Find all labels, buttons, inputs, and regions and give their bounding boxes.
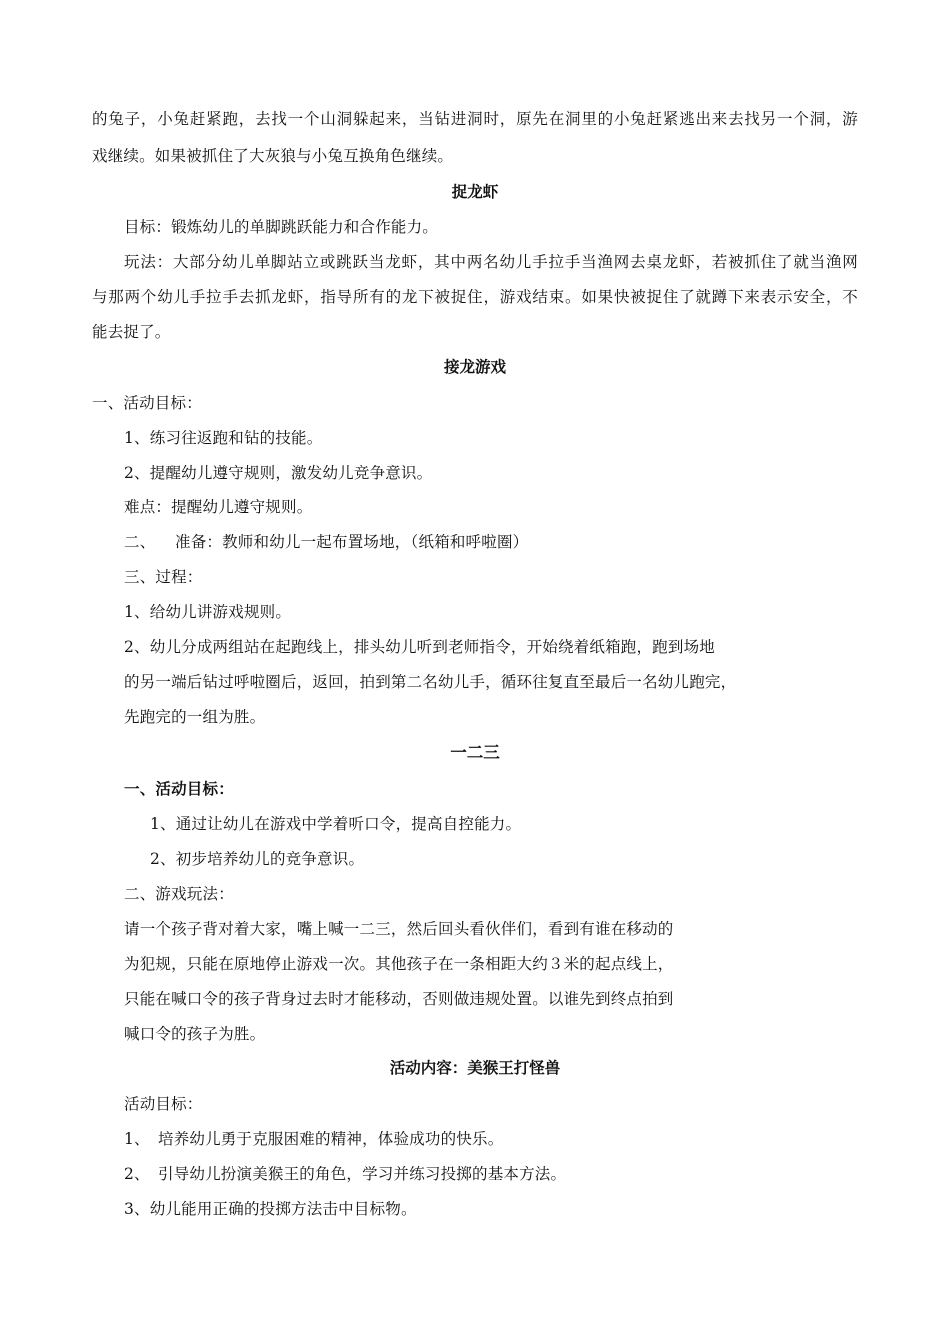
list-item: 1、给幼儿讲游戏规则。 xyxy=(124,603,292,621)
paragraph-line: 玩法：大部分幼儿单脚站立或跳跃当龙虾，其中两名幼儿手拉手当渔网去桌龙虾，若被抓住了就当渔网 xyxy=(124,253,858,271)
goal-text: 目标：锻炼幼儿的单脚跳跃能力和合作能力。 xyxy=(124,218,439,236)
list-item: 引导幼儿扮演美猴王的角色，学习并练习投掷的基本方法。 xyxy=(158,1165,567,1183)
section-title-onetwothree: 一二三 xyxy=(450,743,500,762)
paragraph-line: 戏继续。如果被抓住了大灰狼与小兔互换角色继续。 xyxy=(92,147,454,165)
paragraph-line: 喊口令的孩子为胜。 xyxy=(124,1025,266,1043)
list-item-number: 2、 xyxy=(124,1165,150,1183)
paragraph-line: 与那两个幼儿手拉手去抓龙虾，指导所有的龙下被捉住，游戏结束。如果快被捉住了就蹲下来表示安全，不 xyxy=(92,288,858,306)
list-item-number: 1、 xyxy=(124,1130,150,1148)
subsection-heading: 一、活动目标： xyxy=(124,780,234,798)
difficulty-text: 难点：提醒幼儿遵守规则。 xyxy=(124,498,313,516)
section-title-monkey-king: 活动内容：美猴王打怪兽 xyxy=(389,1059,561,1077)
list-item: 1、练习往返跑和钻的技能。 xyxy=(124,429,323,447)
paragraph-line: 请一个孩子背对着大家，嘴上喊一二三，然后回头看伙伴们，看到有谁在移动的 xyxy=(124,920,674,938)
subsection-heading: 一、活动目标： xyxy=(92,394,202,412)
list-item: 3、幼儿能用正确的投掷方法击中目标物。 xyxy=(124,1200,417,1218)
section-title-relay: 接龙游戏 xyxy=(443,358,506,376)
section-title-shrimp: 捉龙虾 xyxy=(451,183,499,201)
paragraph-line: 先跑完的一组为胜。 xyxy=(124,708,266,726)
list-item: 2、初步培养幼儿的竞争意识。 xyxy=(150,850,365,868)
subsection-heading: 三、过程： xyxy=(124,568,203,586)
paragraph-line: 的另一端后钻过呼啦圈后，返回，拍到第二名幼儿手，循环往复直至最后一名幼儿跑完， xyxy=(124,673,737,691)
list-item: 2、幼儿分成两组站在起跑线上，排头幼儿听到老师指令，开始绕着纸箱跑，跑到场地 xyxy=(124,638,715,656)
preparation-text: 准备：教师和幼儿一起布置场地，（纸箱和呼啦圈） xyxy=(175,533,529,551)
list-item: 1、通过让幼儿在游戏中学着听口令，提高自控能力。 xyxy=(150,815,522,833)
subsection-heading: 活动目标： xyxy=(124,1095,203,1113)
subsection-heading: 二、游戏玩法： xyxy=(124,885,234,903)
subsection-number: 二、 xyxy=(124,533,156,551)
paragraph-line: 为犯规，只能在原地停止游戏一次。其他孩子在一条相距大约３米的起点线上， xyxy=(124,955,674,973)
list-item: 2、提醒幼儿遵守规则，激发幼儿竞争意识。 xyxy=(124,464,433,482)
list-item: 培养幼儿勇于克服困难的精神，体验成功的快乐。 xyxy=(158,1130,504,1148)
paragraph-line: 的兔子，小兔赶紧跑，去找一个山洞躲起来，当钻进洞时，原先在洞里的小兔赶紧逃出来去找另一个洞，游 xyxy=(92,110,858,128)
paragraph-line: 只能在喊口令的孩子背身过去时才能移动，否则做违规处置。以谁先到终点拍到 xyxy=(124,990,674,1008)
paragraph-line: 能去捉了。 xyxy=(92,323,171,341)
